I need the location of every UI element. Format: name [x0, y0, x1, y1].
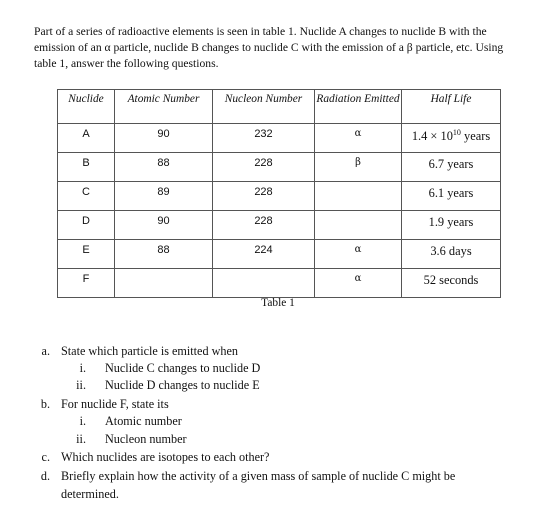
header-nucleon-number: Nucleon Number: [213, 90, 315, 124]
cell-nuclide: E: [58, 240, 115, 269]
table-row: [58, 269, 501, 298]
table-header-row: [58, 90, 501, 124]
cell-nucleon-number: [213, 269, 315, 298]
table-row: [58, 153, 501, 182]
question-text: Nucleon number: [105, 432, 187, 446]
question-label: c.: [41, 450, 50, 464]
question-text: Nuclide C changes to nuclide D: [105, 361, 261, 375]
question-text: For nuclide F, state its: [61, 397, 169, 411]
question-text: Briefly explain how the activity of a given mass of sample of nuclide C might be determined.: [61, 469, 456, 501]
cell-half-life: 3.6 days: [402, 240, 501, 269]
cell-half-life: 6.1 years: [402, 182, 501, 211]
cell-atomic-number: 90: [115, 124, 213, 153]
cell-nucleon-number: 232: [213, 124, 315, 153]
question-label: ii.: [76, 378, 86, 392]
table-caption: Table 1: [261, 297, 295, 309]
cell-radiation: [315, 182, 402, 211]
cell-radiation: β: [315, 153, 402, 182]
cell-atomic-number: 90: [115, 211, 213, 240]
intro-paragraph: Part of a series of radioactive elements is seen in table 1. Nuclide A changes to nuclide B with the emission of an α particle, nuclide B changes to nuclide C with the emission of a β particle, etc. Using table 1, answer the following questions.: [34, 25, 504, 70]
half-life-base: 1.4 × 10: [411, 129, 453, 144]
header-radiation-emitted: Radiation Emitted: [315, 90, 402, 124]
cell-nucleon-number: 224: [213, 240, 315, 269]
half-life-exponent: 10: [452, 128, 461, 137]
question-label: b.: [40, 397, 50, 411]
question-text: State which particle is emitted when: [61, 344, 239, 358]
question-label: i.: [79, 361, 86, 375]
cell-half-life: 1.9 years: [402, 211, 501, 240]
cell-radiation: α: [315, 240, 402, 269]
cell-nuclide: D: [58, 211, 115, 240]
question-text: Atomic number: [105, 414, 182, 428]
cell-nuclide: F: [58, 269, 115, 298]
cell-nucleon-number: 228: [213, 153, 315, 182]
question-label: ii.: [76, 432, 86, 446]
cell-atomic-number: 88: [115, 240, 213, 269]
question-label: i.: [79, 414, 86, 428]
question-label: a.: [41, 344, 50, 358]
cell-atomic-number: 88: [115, 153, 213, 182]
header-nuclide: Nuclide: [58, 90, 115, 124]
table-row: [58, 240, 501, 269]
question-text: Which nuclides are isotopes to each other?: [61, 450, 270, 464]
cell-radiation: α: [315, 124, 402, 153]
cell-radiation: α: [315, 269, 402, 298]
question-text: Nuclide D changes to nuclide E: [105, 378, 260, 392]
cell-half-life: [402, 124, 501, 153]
half-life-unit: years: [460, 129, 491, 144]
question-label: d.: [40, 469, 50, 483]
cell-nucleon-number: 228: [213, 182, 315, 211]
table-row: [58, 124, 501, 153]
cell-nuclide: A: [58, 124, 115, 153]
cell-nuclide: B: [58, 153, 115, 182]
cell-nucleon-number: 228: [213, 211, 315, 240]
table-row: [58, 182, 501, 211]
header-half-life: Half Life: [402, 90, 501, 124]
cell-half-life: 6.7 years: [402, 153, 501, 182]
cell-nuclide: C: [58, 182, 115, 211]
nuclide-table: [57, 89, 501, 298]
cell-atomic-number: 89: [115, 182, 213, 211]
table-row: [58, 211, 501, 240]
cell-atomic-number: [115, 269, 213, 298]
header-atomic-number: Atomic Number: [115, 90, 213, 124]
cell-radiation: [315, 211, 402, 240]
cell-half-life: 52 seconds: [402, 269, 501, 298]
